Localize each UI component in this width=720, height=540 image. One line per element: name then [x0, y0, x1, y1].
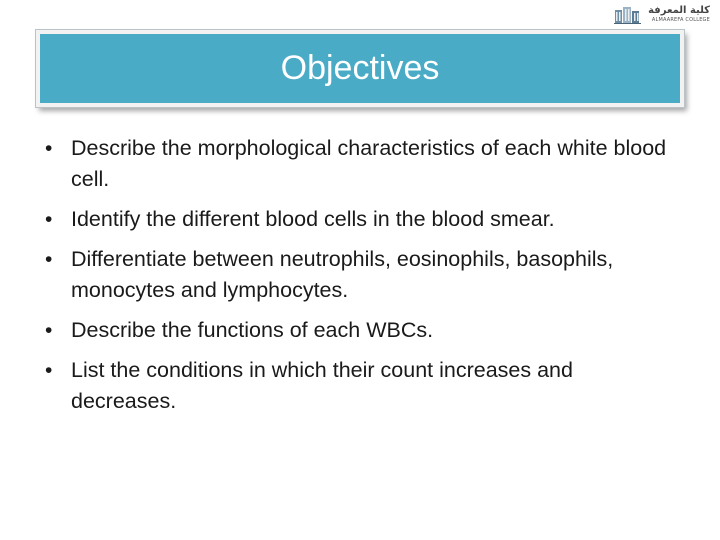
- list-item: [44, 355, 674, 417]
- bullet-icon: •: [45, 319, 53, 342]
- list-item: [44, 204, 674, 235]
- bullet-icon: •: [45, 359, 53, 382]
- logo-english-text: ALMAAREFA COLLEGE: [651, 16, 710, 23]
- bullet-icon: •: [45, 248, 53, 271]
- list-item: [44, 315, 674, 346]
- college-logo: [614, 4, 710, 24]
- bullet-text: Identify the different blood cells in the blood smear.: [71, 207, 555, 231]
- logo-text: [648, 6, 710, 23]
- bullet-text: Describe the morphological characteristics of each white blood cell.: [71, 136, 667, 191]
- title-banner: [36, 30, 684, 107]
- bullet-icon: •: [45, 137, 53, 160]
- logo-arabic-text: كلية المعرفة: [648, 4, 710, 16]
- list-item: [44, 244, 674, 306]
- bullet-text: Differentiate between neutrophils, eosinophils, basophils, monocytes and lymphocytes.: [71, 247, 614, 302]
- bullet-text: List the conditions in which their count increases and decreases.: [71, 358, 573, 413]
- slide-title: Objectives: [280, 49, 440, 87]
- building-logo-icon: [614, 4, 644, 24]
- list-item: [44, 133, 674, 195]
- bullet-icon: •: [45, 208, 53, 231]
- bullet-text: Describe the functions of each WBCs.: [71, 318, 434, 342]
- objectives-list: [44, 133, 674, 426]
